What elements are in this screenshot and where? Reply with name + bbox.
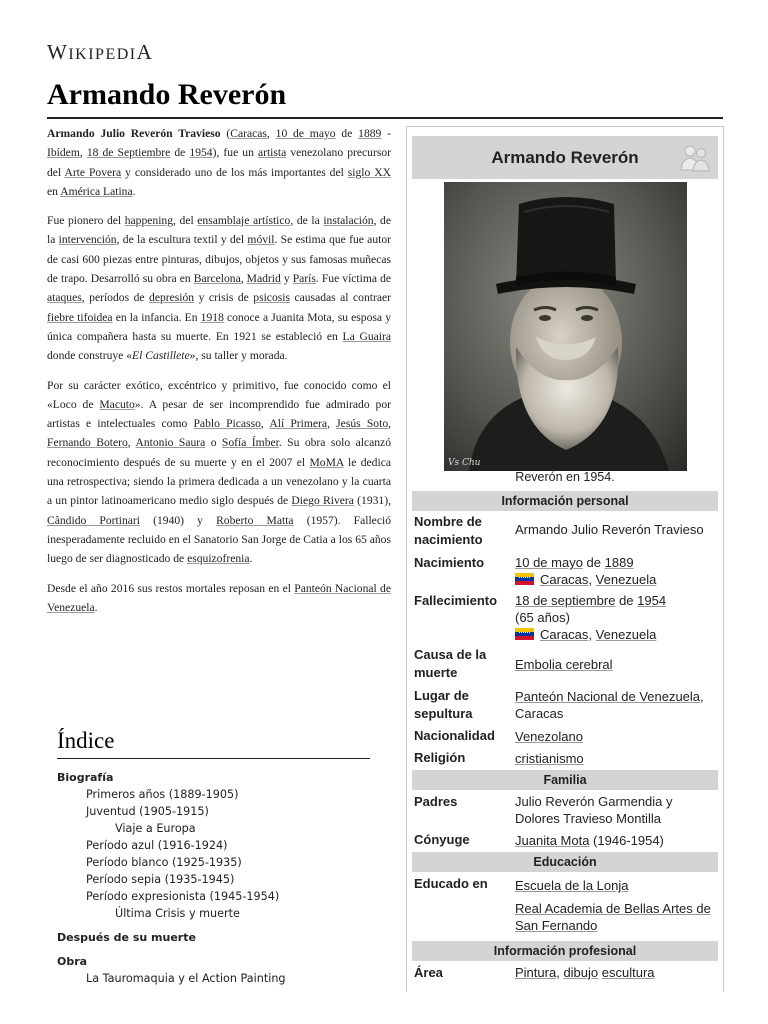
article-text: ( [220, 127, 231, 140]
article-link[interactable]: Caracas [230, 127, 267, 140]
death-place-sep: , [588, 627, 596, 642]
article-italic-text: El Castillete [132, 349, 190, 363]
value-area [515, 964, 720, 981]
death-age: (65 años) [515, 610, 570, 625]
infobox-title-bar [412, 136, 718, 179]
article-link[interactable]: París [292, 272, 316, 286]
label-birth: Nacimiento [414, 555, 485, 570]
article-link[interactable]: Madrid [246, 272, 281, 286]
spouse-link[interactable]: Juanita Mota [515, 833, 590, 848]
article-link[interactable]: artista [257, 146, 287, 160]
venezuela-flag-icon [515, 573, 534, 585]
school-lonja-link[interactable]: Escuela de la Lonja [515, 878, 629, 893]
label-nationality: Nacionalidad [414, 728, 495, 743]
article-link[interactable]: ataques [47, 291, 82, 305]
religion-link[interactable]: cristianismo [515, 751, 584, 766]
photo-caption: Reverón en 1954. [515, 470, 615, 484]
article-text: Fue pionero del [47, 214, 125, 228]
value-religion [515, 750, 720, 767]
birth-country-link[interactable]: Venezuela [595, 572, 657, 587]
portrait-photo[interactable] [444, 182, 687, 471]
toc-item[interactable]: Juventud (1905-1915) [86, 805, 209, 818]
article-link[interactable]: Panteón Nacional de Venezuela [47, 581, 391, 614]
death-date-link[interactable]: 18 de septiembre [515, 593, 616, 608]
article-text: de [335, 127, 359, 140]
article-text: , [127, 436, 136, 450]
school-san-fernando-link[interactable]: Real Academia de Bellas Artes de San Fernando [515, 901, 711, 933]
article-text: . Fue víctima de [315, 272, 392, 286]
article-link[interactable]: Antonio Saura [135, 436, 206, 450]
label-burial-place: Lugar de sepultura [414, 688, 473, 721]
article-link[interactable]: depresión [149, 291, 195, 305]
article-link[interactable]: 1954 [189, 146, 213, 160]
article-text: , [388, 417, 392, 431]
value-burial-place [515, 688, 720, 722]
article-link[interactable]: Roberto Matta [216, 513, 294, 527]
nationality-link[interactable]: Venezolano [515, 729, 583, 744]
toc-item[interactable]: Última Crisis y muerte [115, 907, 240, 920]
label-parents: Padres [414, 794, 458, 809]
article-text: de [170, 146, 190, 160]
article-text: , [266, 127, 276, 140]
article-link[interactable]: Arte Povera [64, 165, 122, 179]
area-painting-link[interactable]: Pintura [515, 965, 557, 980]
article-text: y [280, 272, 293, 286]
article-text: . Se estima que fue autor de casi 600 piezas entre pinturas, dibujos, objetos y sus famosas muñecas de trapo. Desarrolló su obra en [47, 233, 392, 286]
article-link[interactable]: MoMA [309, 455, 344, 469]
article-text: , [240, 272, 247, 286]
article-link[interactable]: 10 de mayo [275, 127, 336, 140]
toc-item[interactable]: Período blanco (1925-1935) [86, 856, 242, 869]
label-educated-at: Educado en [414, 876, 488, 891]
toc-item[interactable]: La Tauromaquia y el Action Painting [86, 972, 286, 985]
article-subject-name: Armando Julio Reverón Travieso [47, 127, 221, 140]
toc-item[interactable]: Período azul (1916-1924) [86, 839, 228, 852]
article-link[interactable]: instalación [323, 214, 374, 228]
page-title: Armando Reverón [47, 78, 287, 111]
article-text: (1940) y [139, 513, 217, 527]
burial-place-city: , Caracas [515, 689, 704, 721]
section-family: Familia [412, 770, 718, 790]
article-link[interactable]: happening [124, 214, 174, 228]
article-text: (1957). Falleció inesperadamente recluido en el Sanatorio San Jorge de Catia a los 65 años luego de ser diagnosticado de [47, 513, 391, 566]
value-parents: Julio Reverón Garmendia y Dolores Travieso Montilla [515, 794, 673, 826]
value-cause-of-death [515, 656, 720, 673]
article-text: . [132, 184, 136, 198]
article-link[interactable]: fiebre tifoidea [47, 310, 113, 324]
article-text: en la infancia. En [112, 310, 201, 324]
birth-city-link[interactable]: Caracas [540, 572, 589, 587]
infobox [406, 126, 724, 992]
article-text: , [327, 417, 337, 431]
article-link[interactable]: América Latina [60, 184, 133, 198]
toc-list [47, 769, 377, 987]
value-spouse [515, 832, 720, 849]
article-text: ». A pesar de ser incomprendido fue admirado por artistas e intelectuales como [47, 397, 391, 431]
article-link[interactable]: Alí Primera [269, 417, 328, 431]
birth-year-link[interactable]: 1889 [604, 555, 634, 570]
article-link[interactable]: Barcelona [193, 272, 241, 286]
toc-item[interactable]: Obra [57, 955, 88, 968]
article-link[interactable]: Diego Rivera [291, 494, 354, 508]
death-date-sep: de [615, 593, 638, 608]
article-text: , [79, 146, 87, 160]
article-link[interactable]: Ibídem [47, 146, 80, 160]
article-link[interactable]: móvil [247, 233, 275, 247]
value-birth [515, 554, 720, 588]
burial-place-link[interactable]: Panteón Nacional de Venezuela [515, 689, 701, 704]
article-text: le dedica una retrospectiva; siendo la primera dedicada a un venezolano y la cuarta a un pintor latinoamericano medio siglo después de [47, 455, 391, 508]
article-text: , del [173, 214, 198, 228]
birth-date-link[interactable]: 10 de mayo [515, 555, 583, 570]
article-text: ), fue un [212, 146, 258, 160]
article-link[interactable]: Pablo Picasso [193, 417, 261, 431]
section-education: Educación [412, 852, 718, 872]
article-link[interactable]: Sofía Ímber [221, 436, 279, 450]
toc-heading: Índice [57, 728, 370, 759]
toc-item[interactable]: Período sepia (1935-1945) [86, 873, 235, 886]
article-text: , períodos de [81, 291, 150, 305]
article-paragraph [47, 579, 391, 618]
article-text: donde construye « [47, 349, 133, 363]
label-spouse: Cónyuge [414, 832, 470, 847]
article-text: en [47, 184, 61, 198]
article-paragraph [47, 376, 391, 569]
article-paragraph [47, 124, 391, 201]
label-religion: Religión [414, 750, 466, 765]
article-link[interactable]: intervención [58, 233, 117, 247]
article-text: o [205, 436, 222, 450]
article-text: . [249, 552, 253, 566]
label-death: Fallecimiento [414, 593, 498, 608]
venezuela-flag-icon [515, 628, 534, 640]
article-link[interactable]: Cândido Portinari [47, 513, 140, 527]
toc-item[interactable]: Después de su muerte [57, 931, 196, 944]
value-nationality [515, 728, 720, 745]
article-link[interactable]: 18 de Septiembre [86, 146, 171, 160]
article-text: , de la escultura textil y del [116, 233, 248, 247]
value-birth-name: Armando Julio Reverón Travieso [515, 522, 704, 537]
spouse-years: (1946-1954) [589, 833, 664, 848]
article-link[interactable]: 1889 [358, 127, 382, 140]
death-year-link[interactable]: 1954 [637, 593, 667, 608]
death-city-link[interactable]: Caracas [540, 627, 589, 642]
death-country-link[interactable]: Venezuela [595, 627, 657, 642]
area-drawing-link[interactable]: dibujo [563, 965, 599, 980]
photo-signature: Vs Chu [448, 458, 481, 468]
article-link[interactable]: siglo XX [347, 165, 391, 179]
article-link[interactable]: La Guaira [342, 329, 392, 343]
article-text: y crisis de [194, 291, 254, 305]
article-text: - [381, 127, 392, 140]
article-text: . Su obra solo alcanzó reconocimiento después de su muerte y en el 2007 el [47, 436, 391, 469]
article-text: », su taller y morada. [189, 349, 288, 363]
article-text: conoce a Juanita Mota, su esposa y única compañera hasta su muerte. En 1921 se estableció en [47, 310, 391, 343]
article-link[interactable]: Macuto [99, 397, 135, 411]
article-link[interactable]: esquizofrenia [187, 552, 250, 566]
article-text: Por su carácter exótico, excéntrico y primitivo, fue conocido como el «Loco de [47, 378, 391, 411]
article-text: . [94, 600, 98, 614]
article-link[interactable]: Fernando Botero [47, 436, 128, 450]
article-text: venezolano precursor del [47, 146, 391, 179]
section-personal-info: Información personal [412, 491, 718, 511]
label-area: Área [414, 965, 443, 980]
article-text: y considerado uno de los más importantes del [121, 165, 348, 179]
article-paragraph [47, 211, 391, 365]
article-link[interactable]: Jesús Soto [336, 417, 389, 431]
toc-item[interactable]: Biografía [57, 771, 114, 784]
article-link[interactable]: 1918 [200, 310, 224, 324]
area-sep: , [556, 965, 564, 980]
area-sculpture-link[interactable]: escultura [601, 965, 655, 980]
article-link[interactable]: psicosis [253, 291, 290, 305]
value-educated-at [515, 877, 720, 934]
toc-item[interactable]: Período expresionista (1945-1954) [86, 890, 280, 903]
label-birth-name: Nombre de nacimiento [414, 514, 483, 547]
article-link[interactable]: ensamblaje artístico [197, 214, 291, 228]
table-of-contents [47, 728, 377, 987]
article-text: (1931), [353, 494, 391, 508]
article-text: , de la [290, 214, 324, 228]
article-text: , de la [47, 214, 391, 247]
section-professional-info: Información profesional [412, 941, 718, 961]
article-text: Desde el año 2016 sus restos mortales reposan en el [47, 581, 295, 595]
infobox-title: Armando Reverón [491, 147, 639, 167]
cause-of-death-link[interactable]: Embolia cerebral [515, 657, 613, 672]
birth-place-sep: , [588, 572, 596, 587]
portrait-image [444, 182, 687, 471]
article-text: causadas al contraer [289, 291, 391, 305]
people-icon [678, 140, 712, 174]
toc-item[interactable]: Primeros años (1889-1905) [86, 788, 239, 801]
article-text: , [260, 417, 270, 431]
title-divider [47, 117, 723, 119]
value-death [515, 592, 720, 643]
label-cause-of-death: Causa de la muerte [414, 647, 487, 680]
wikipedia-wordmark[interactable]: WIKIPEDIA [47, 40, 154, 64]
birth-date-sep: de [582, 555, 605, 570]
toc-item[interactable]: Viaje a Europa [115, 822, 196, 835]
article-body [47, 124, 391, 627]
